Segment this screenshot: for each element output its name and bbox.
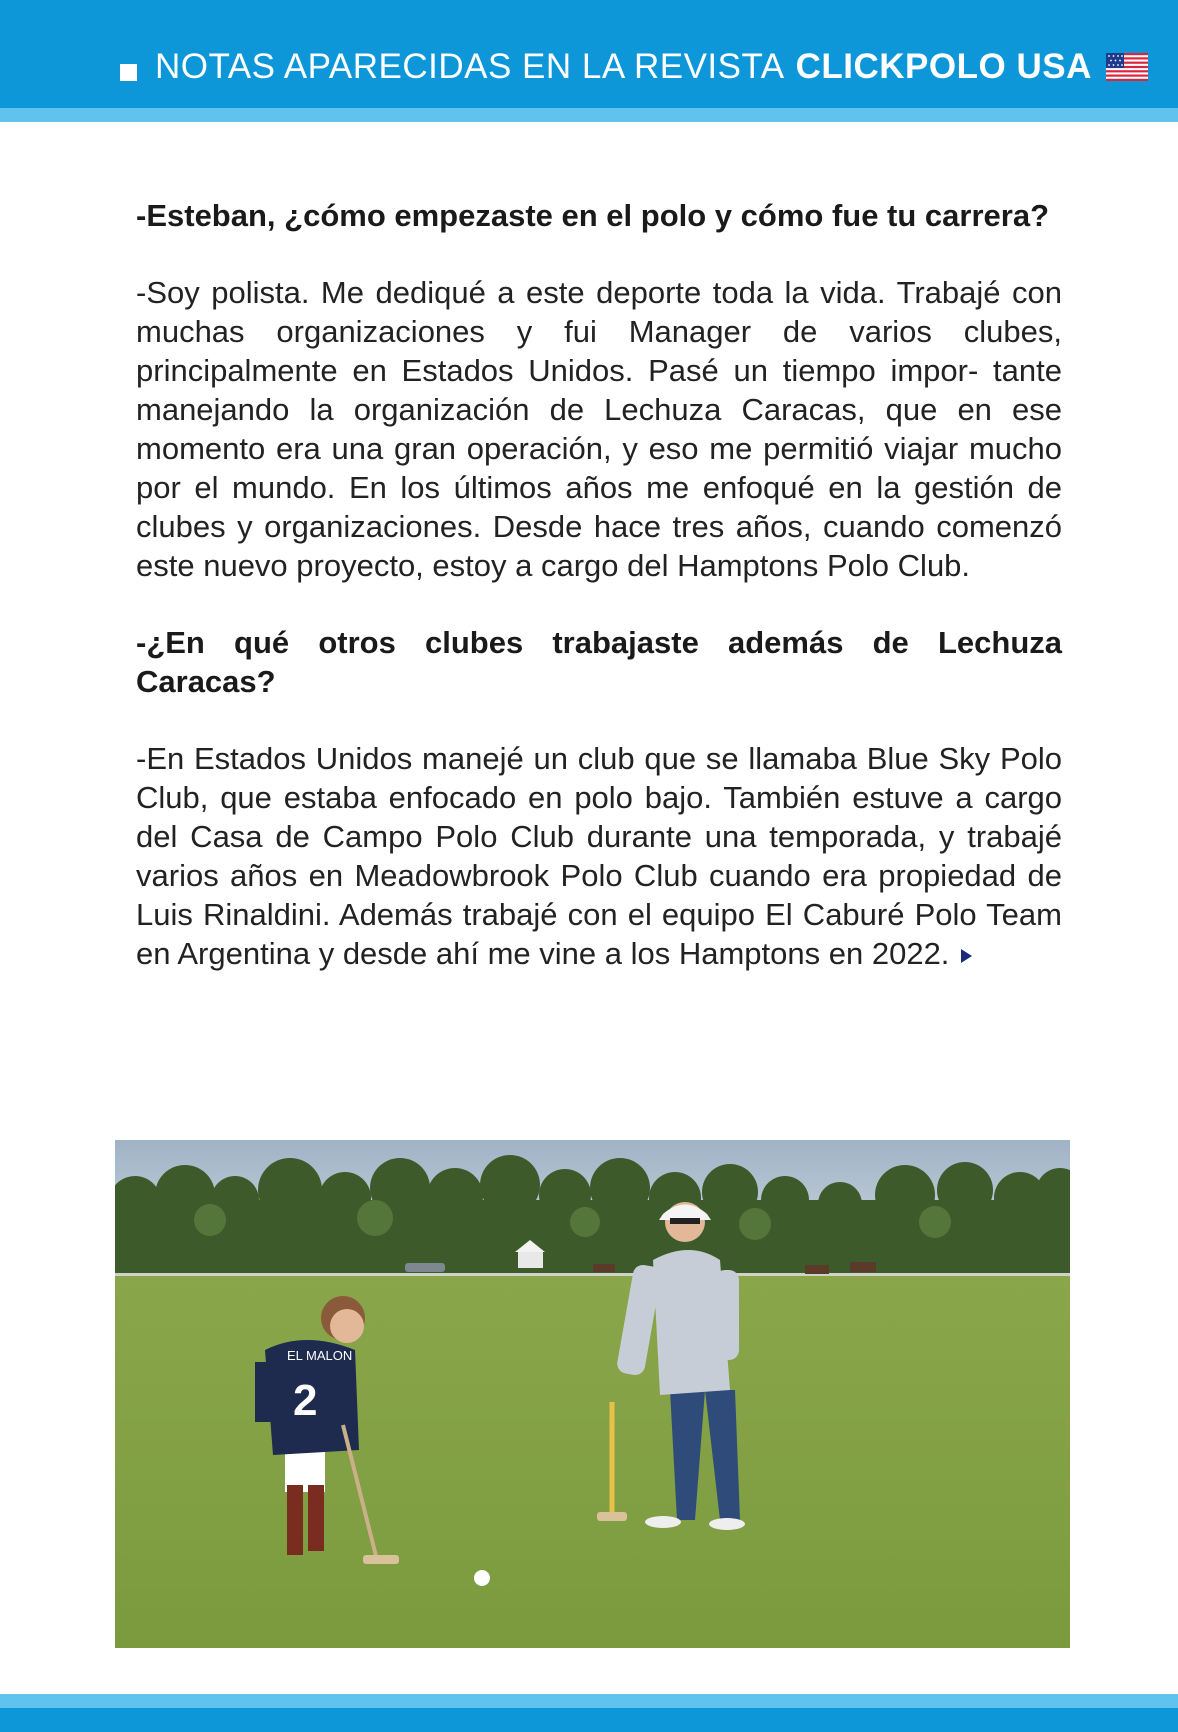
article-body [136,196,1062,973]
page-footer [0,1708,1178,1732]
answer-2 [136,739,1062,973]
continue-arrow-icon [961,949,972,963]
footer-stripe [0,1694,1178,1708]
square-bullet-icon [120,64,137,81]
answer-1: -Soy polista. Me dediqué a este deporte toda la vida. Trabajé con muchas organizaciones y fui Manager de varios clubes, principalmente en Estados Unidos. Pasé un tiempo impor- tante manejando la organización de Lechuza Caracas, que en ese momento era una gran operación, y eso me permitió viajar mucho por el mundo. En los últimos años me enfoqué en la gestión de clubes y organizaciones. Desde hace tres años, cuando comenzó este nuevo proyecto, estoy a cargo del Hamptons Polo Club. [136,275,1062,583]
header-title-regular: NOTAS APARECIDAS EN LA REVISTA [155,47,785,86]
jersey-text: EL MALON [287,1348,353,1363]
polo-photo-illustration [115,1140,1070,1648]
question-2: -¿En qué otros clubes trabajaste además de Lechuza Caracas? [136,625,1062,699]
question-1: -Esteban, ¿cómo empezaste en el polo y cómo fue tu carrera? [136,198,1050,233]
us-flag-icon [1106,53,1148,81]
jersey-number: 2 [293,1376,318,1425]
header-stripe [0,108,1178,122]
header-title [120,42,1148,92]
header-title-bold: CLICKPOLO USA [795,47,1092,86]
polo-photo [115,1140,1070,1648]
answer-2-text: -En Estados Unidos manejé un club que se llamaba Blue Sky Polo Club, que estaba enfocado en polo bajo. También estuve a cargo del Casa de Campo Polo Club durante una temporada, y trabajé varios años en Meadowbrook Polo Club cuando era propiedad de Luis Rinaldini. Además trabajé con el equipo El Caburé Polo Team en Argentina y desde ahí me vine a los Hamptons en 2022. [136,741,1062,971]
